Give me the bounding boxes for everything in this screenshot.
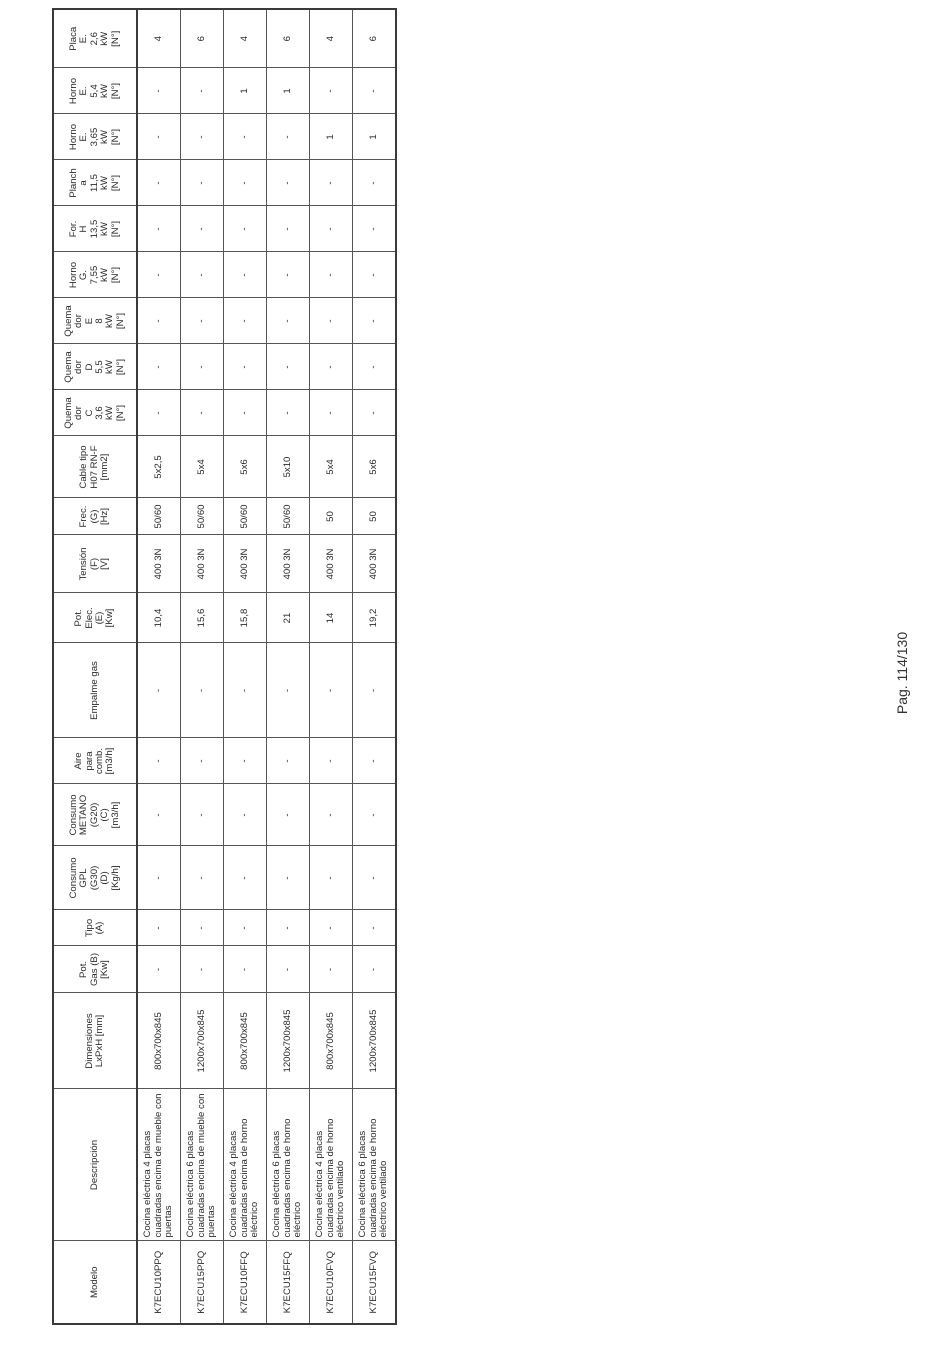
table-cell: 1200x700x845 <box>267 993 310 1089</box>
table-cell: - <box>181 114 224 160</box>
header-cell: Frec. (G) [Hz] <box>53 498 137 535</box>
table-cell: - <box>137 252 181 298</box>
header-cell: Dimensiones LxPxH [mm] <box>53 993 137 1089</box>
table-cell: - <box>224 298 267 344</box>
table-cell: - <box>181 344 224 390</box>
table-cell: - <box>353 910 397 946</box>
table-cell: - <box>310 390 353 436</box>
table-cell: - <box>310 643 353 738</box>
table-cell: - <box>353 160 397 206</box>
table-cell: - <box>224 390 267 436</box>
spec-table-rotated <box>52 15 397 1325</box>
table-cell: 5x4 <box>310 436 353 498</box>
table-row <box>224 9 267 1324</box>
table-cell: 4 <box>137 9 181 68</box>
model-cell: K7ECU10PPQ <box>137 1241 181 1324</box>
table-cell: - <box>181 206 224 252</box>
table-cell: - <box>137 643 181 738</box>
page-number: Pag. 114/130 <box>894 631 910 715</box>
table-cell: 1200x700x845 <box>181 993 224 1089</box>
table-cell: 800x700x845 <box>137 993 181 1089</box>
table-cell: - <box>181 846 224 910</box>
header-cell: Quema dor D 5,5 kW [N°] <box>53 344 137 390</box>
table-cell: - <box>310 68 353 114</box>
model-cell: K7ECU15PPQ <box>181 1241 224 1324</box>
table-cell: 50 <box>353 498 397 535</box>
table-cell: - <box>181 784 224 846</box>
table-cell: - <box>267 643 310 738</box>
table-cell: 5x10 <box>267 436 310 498</box>
table-cell: - <box>310 846 353 910</box>
model-cell: K7ECU15FVQ <box>353 1241 397 1324</box>
table-cell: 1 <box>224 68 267 114</box>
table-cell: - <box>353 68 397 114</box>
table-cell: - <box>310 206 353 252</box>
table-cell: 1 <box>267 68 310 114</box>
model-cell: K7ECU15FFQ <box>267 1241 310 1324</box>
table-cell: 50 <box>310 498 353 535</box>
table-cell: - <box>267 946 310 993</box>
table-cell: - <box>353 643 397 738</box>
table-cell: - <box>181 298 224 344</box>
table-cell: 5x6 <box>224 436 267 498</box>
table-cell: - <box>267 114 310 160</box>
table-row <box>310 9 353 1324</box>
table-cell: 15,8 <box>224 593 267 643</box>
table-cell: - <box>353 252 397 298</box>
table-cell: - <box>224 910 267 946</box>
table-cell: - <box>181 252 224 298</box>
table-cell: 5x6 <box>353 436 397 498</box>
header-row <box>53 9 137 1324</box>
table-cell: 50/60 <box>224 498 267 535</box>
table-cell: - <box>181 946 224 993</box>
table-cell: - <box>310 738 353 784</box>
table-cell: 400 3N <box>310 535 353 593</box>
header-cell: Horno G. 7,55 kW [N°] <box>53 252 137 298</box>
table-cell: 50/60 <box>137 498 181 535</box>
description-cell: Cocina eléctrica 4 placas cuadradas encima de horno eléctrico ventilado <box>310 1089 353 1241</box>
table-cell: - <box>310 910 353 946</box>
table-cell: - <box>224 344 267 390</box>
table-cell: - <box>224 206 267 252</box>
table-cell: - <box>137 784 181 846</box>
table-cell: - <box>267 344 310 390</box>
table-cell: 5x4 <box>181 436 224 498</box>
table-cell: - <box>181 160 224 206</box>
table-cell: - <box>267 846 310 910</box>
table-cell: 10,4 <box>137 593 181 643</box>
header-cell: Tipo (A) <box>53 910 137 946</box>
table-cell: 400 3N <box>181 535 224 593</box>
description-cell: Cocina eléctrica 4 placas cuadradas encima de horno eléctrico <box>224 1089 267 1241</box>
table-cell: - <box>137 344 181 390</box>
table-cell: - <box>224 738 267 784</box>
header-cell: Pot. Gas (B) [Kw] <box>53 946 137 993</box>
table-cell: - <box>353 784 397 846</box>
header-cell: Tensión (F) [V] <box>53 535 137 593</box>
table-cell: - <box>224 846 267 910</box>
table-cell: - <box>353 298 397 344</box>
table-cell: 15,6 <box>181 593 224 643</box>
header-cell: Cable tipo H07 RN-F [mm2] <box>53 436 137 498</box>
header-cell: Horno E. 3,65 kW [N°] <box>53 114 137 160</box>
table-cell: - <box>267 298 310 344</box>
table-cell: - <box>353 738 397 784</box>
table-cell: 50/60 <box>181 498 224 535</box>
table-cell: - <box>181 910 224 946</box>
table-cell: - <box>137 298 181 344</box>
description-cell: Cocina eléctrica 4 placas cuadradas encima de mueble con puertas <box>137 1089 181 1241</box>
header-cell: Planch a 11,5 kW [N°] <box>53 160 137 206</box>
table-row <box>137 9 181 1324</box>
table-row <box>267 9 310 1324</box>
table-cell: - <box>181 738 224 784</box>
table-row <box>181 9 224 1324</box>
table-cell: 800x700x845 <box>224 993 267 1089</box>
table-cell: 4 <box>310 9 353 68</box>
table-cell: - <box>267 252 310 298</box>
header-cell: Empalme gas <box>53 643 137 738</box>
table-cell: - <box>181 643 224 738</box>
table-cell: 1 <box>310 114 353 160</box>
header-cell: Horno E. 5,4 kW [N°] <box>53 68 137 114</box>
table-cell: - <box>353 946 397 993</box>
table-cell: 6 <box>353 9 397 68</box>
table-cell: - <box>224 784 267 846</box>
model-cell: K7ECU10FVQ <box>310 1241 353 1324</box>
header-cell: Pot. Elec. (E) [Kw] <box>53 593 137 643</box>
table-cell: 400 3N <box>267 535 310 593</box>
table-cell: - <box>224 160 267 206</box>
table-cell: - <box>137 946 181 993</box>
table-cell: 14 <box>310 593 353 643</box>
table-cell: - <box>310 298 353 344</box>
table-cell: - <box>310 344 353 390</box>
header-cell: Placa E. 2,6 kW [N°] <box>53 9 137 68</box>
table-cell: 5x2,5 <box>137 436 181 498</box>
table-cell: - <box>224 946 267 993</box>
table-row <box>353 9 397 1324</box>
header-cell: Aire para comb. [m3/h] <box>53 738 137 784</box>
table-cell: - <box>224 252 267 298</box>
table-cell: - <box>137 114 181 160</box>
header-cell: Descripción <box>53 1089 137 1241</box>
table-cell: - <box>137 738 181 784</box>
table-cell: - <box>267 784 310 846</box>
description-cell: Cocina eléctrica 6 placas cuadradas encima de mueble con puertas <box>181 1089 224 1241</box>
table-cell: - <box>310 946 353 993</box>
table-cell: - <box>310 160 353 206</box>
header-cell: Consumo METANO (G20) (C) [m3/h] <box>53 784 137 846</box>
table-cell: - <box>310 784 353 846</box>
table-cell: - <box>181 68 224 114</box>
table-cell: 21 <box>267 593 310 643</box>
table-cell: - <box>137 206 181 252</box>
table-cell: 400 3N <box>137 535 181 593</box>
table-cell: 1 <box>353 114 397 160</box>
header-cell: Consumo GPL (G30) (D) [Kg/h] <box>53 846 137 910</box>
spec-table <box>52 8 397 1325</box>
table-cell: - <box>267 160 310 206</box>
header-cell: For. H 13,5 kW [N°] <box>53 206 137 252</box>
table-cell: 1200x700x845 <box>353 993 397 1089</box>
table-cell: - <box>137 846 181 910</box>
header-cell: Modelo <box>53 1241 137 1324</box>
table-cell: 400 3N <box>353 535 397 593</box>
header-cell: Quema dor C 3,6 kW [N°] <box>53 390 137 436</box>
table-cell: 6 <box>181 9 224 68</box>
table-cell: - <box>137 390 181 436</box>
table-cell: - <box>137 68 181 114</box>
description-cell: Cocina eléctrica 6 placas cuadradas encima de horno eléctrico <box>267 1089 310 1241</box>
description-cell: Cocina eléctrica 6 placas cuadradas encima de horno eléctrico ventilado <box>353 1089 397 1241</box>
table-body <box>137 9 396 1324</box>
table-cell: - <box>267 738 310 784</box>
table-cell: - <box>267 390 310 436</box>
table-cell: - <box>267 910 310 946</box>
table-cell: - <box>137 910 181 946</box>
table-cell: - <box>267 206 310 252</box>
table-cell: 400 3N <box>224 535 267 593</box>
table-cell: - <box>181 390 224 436</box>
table-cell: - <box>353 344 397 390</box>
table-cell: - <box>224 114 267 160</box>
table-cell: - <box>137 160 181 206</box>
model-cell: K7ECU10FFQ <box>224 1241 267 1324</box>
table-cell: 19,2 <box>353 593 397 643</box>
table-cell: 50/60 <box>267 498 310 535</box>
table-cell: 800x700x845 <box>310 993 353 1089</box>
table-cell: - <box>224 643 267 738</box>
table-cell: 6 <box>267 9 310 68</box>
table-cell: - <box>353 846 397 910</box>
table-cell: 4 <box>224 9 267 68</box>
table-cell: - <box>353 390 397 436</box>
table-cell: - <box>353 206 397 252</box>
header-cell: Quema dor E 8 kW [N°] <box>53 298 137 344</box>
table-cell: - <box>310 252 353 298</box>
